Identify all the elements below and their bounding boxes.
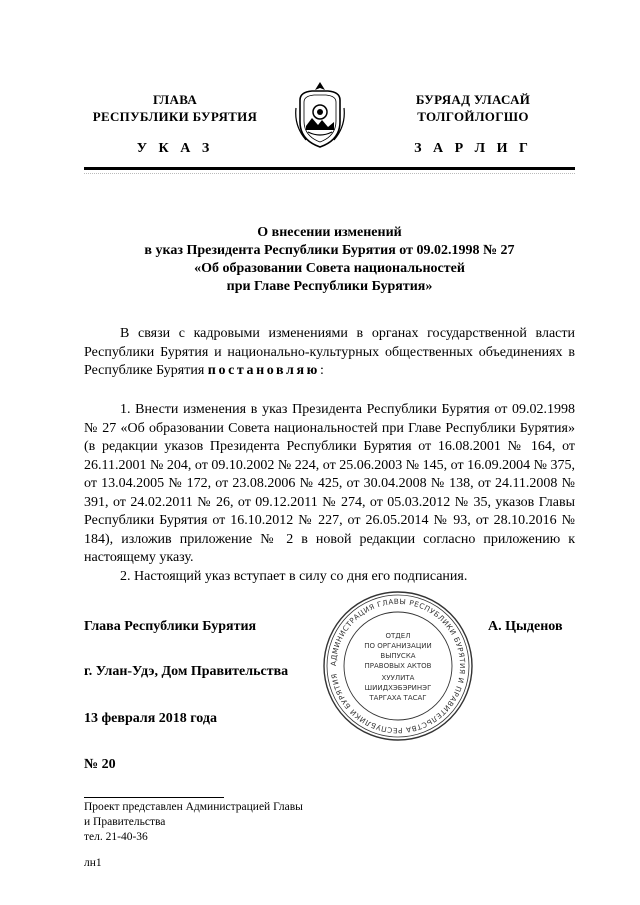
header-dotted-rule	[84, 173, 575, 174]
stamp-line: ОТДЕЛ	[385, 632, 411, 640]
preamble-end: :	[319, 363, 324, 378]
stamp-line: ШИИДХЭБЭРИНЭГ	[364, 684, 432, 692]
stamp-line: ПО ОРГАНИЗАЦИИ	[364, 642, 432, 650]
title-line2: в указ Президента Республики Бурятия от 09.02.1998 № 27	[144, 243, 515, 258]
footer-code: лн1	[84, 857, 102, 869]
footer-line1: Проект представлен Администрацией Главы	[84, 801, 303, 813]
decree-word: постановляю	[207, 363, 320, 378]
signatory-name: А. Цыденов	[488, 619, 563, 634]
footer-line2: и Правительства	[84, 816, 166, 828]
title-line4: при Главе Республики Бурятия»	[226, 279, 433, 294]
header-rule	[84, 167, 575, 170]
coat-of-arms-emblem	[292, 78, 348, 150]
stamp-ring-text: АДМИНИСТРАЦИЯ ГЛАВЫ РЕСПУБЛИКИ БУРЯТИЯ И ПРАВИТЕЛЬСТВА РЕСПУБЛИКИ БУРЯТИЯ	[328, 596, 468, 736]
footer-phone: тел. 21-40-36	[84, 831, 148, 843]
clause-1-paragraph: 1. Внести изменения в указ Президента Республики Бурятия от 09.02.1998 № 27 «Об образовании Совета национальностей при Главе Республики Бурятия» (в редакции указов Президента Республики Бурятия от 16.08.2001 № 164, от 26.11.2001 № 204, от 09.10.2002 № 224, от 25.06.2003 № 145, от 16.09.2004 № 375, от 13.04.2005 № 172, от 23.08.2006 № 425, от 30.04.2008 № 138, от 24.11.2008 № 391, от 24.02.2011 № 26, от 09.12.2011 № 274, от 05.03.2012 № 35, указов Главы Республики Бурятия от 16.10.2012 № 227, от 26.05.2014 № 93, от 28.10.2016 № 184), изложив приложение № 2 в новой редакции согласно приложению к настоящему указу.	[84, 402, 575, 565]
header-right-line2: ТОЛГОЙЛОГШО	[417, 109, 529, 124]
signing-place: г. Улан-Удэ, Дом Правительства	[84, 664, 289, 679]
document-title	[84, 224, 575, 296]
stamp-line: ТАРГАХА ТАСАГ	[369, 694, 427, 702]
doc-type-right: З А Р Л И Г	[414, 141, 532, 156]
preamble-text: В связи с кадровыми изменениями в органах государственной власти Республики Бурятия и национально-культурных общественных объединениях в Республике Бурятия	[84, 326, 575, 378]
official-stamp	[320, 588, 476, 744]
footer-note	[84, 800, 303, 845]
header-left	[80, 91, 270, 125]
footer-rule	[84, 797, 224, 798]
decree-number: № 20	[84, 757, 116, 772]
stamp-line: ПРАВОВЫХ АКТОВ	[364, 662, 432, 670]
clause-2-paragraph: 2. Настоящий указ вступает в силу со дня его подписания.	[120, 569, 468, 584]
signing-date: 13 февраля 2018 года	[84, 711, 217, 726]
doc-type-left: У К А З	[136, 141, 214, 156]
preamble-paragraph	[84, 325, 575, 381]
header-right	[388, 91, 558, 125]
header-left-line2: РЕСПУБЛИКИ БУРЯТИЯ	[92, 109, 258, 124]
stamp-line: ХУУЛИТА	[381, 674, 415, 682]
title-line1: О внесении изменений	[257, 225, 402, 240]
header-left-line1: ГЛАВА	[152, 92, 198, 107]
title-line3: «Об образовании Совета национальностей	[194, 261, 465, 276]
signatory-position: Глава Республики Бурятия	[84, 619, 257, 634]
header-right-line1: БУРЯАД УЛАСАЙ	[415, 92, 531, 107]
stamp-line: ВЫПУСКА	[380, 652, 416, 660]
